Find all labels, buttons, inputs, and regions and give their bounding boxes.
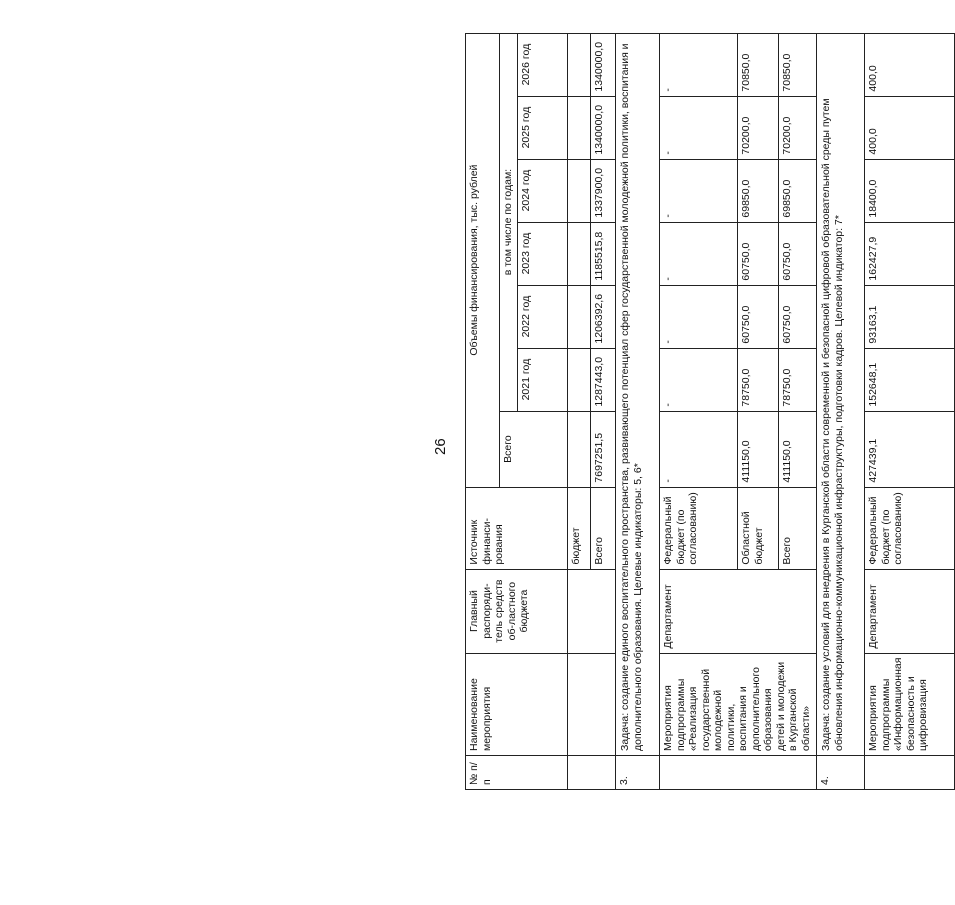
value-cell: 411150,0: [779, 411, 817, 487]
source-cell: Областной бюджет: [738, 487, 779, 569]
header-row: [466, 33, 500, 789]
task-row: [817, 33, 865, 789]
event-manager: Департамент: [660, 569, 817, 653]
value-cell: 60750,0: [779, 285, 817, 348]
col-total-header: Всего: [500, 411, 568, 487]
value-cell: 69850,0: [738, 159, 779, 222]
value-cell: 1340000,0: [591, 96, 616, 159]
value-cell: 1337900,0: [591, 159, 616, 222]
table-row: [865, 33, 955, 789]
value-cell: 60750,0: [738, 222, 779, 285]
table-row: [660, 33, 738, 789]
value-cell: 18400,0: [865, 159, 955, 222]
year-header: 2026 год: [518, 33, 568, 96]
year-header: 2025 год: [518, 96, 568, 159]
value-cell: 70200,0: [738, 96, 779, 159]
value-cell: -: [660, 285, 738, 348]
value-cell: -: [660, 159, 738, 222]
col-by-years-header: в том числе по годам:: [500, 33, 518, 411]
value-cell: 69850,0: [779, 159, 817, 222]
year-header: 2023 год: [518, 222, 568, 285]
value-cell: 411150,0: [738, 411, 779, 487]
page-number: 26: [432, 438, 449, 455]
year-header: 2024 год: [518, 159, 568, 222]
table-row: [568, 33, 591, 789]
task-description: Задача: создание единого воспитательного пространства, развивающего потенциал сфер государственной молодежной политики, воспитания и дополнительного образования. Целевые индикаторы: 5, 6*: [616, 33, 660, 755]
year-header: 2021 год: [518, 348, 568, 411]
value-cell: 70850,0: [779, 33, 817, 96]
source-cell: Федеральный бюджет (по согласованию): [865, 487, 955, 569]
value-cell: 93163,1: [865, 285, 955, 348]
value-cell: 1287443,0: [591, 348, 616, 411]
task-number: 3.: [616, 756, 660, 790]
col-name-header: Наименование мероприятия: [466, 653, 568, 755]
value-cell: 400,0: [865, 33, 955, 96]
value-cell: -: [660, 222, 738, 285]
value-cell: -: [660, 96, 738, 159]
task-row: [616, 33, 660, 789]
col-volumes-header: Объемы финансирования, тыс. рублей: [466, 33, 500, 487]
value-cell: 70200,0: [779, 96, 817, 159]
event-name: Мероприятия подпрограммы «Реализация государственной молодежной политики, воспитания и дополнительного образования детей и молодежи в Курганской области»: [660, 653, 817, 755]
value-cell: 7697251,5: [591, 411, 616, 487]
source-cell: Федеральный бюджет (по согласованию): [660, 487, 738, 569]
value-cell: 60750,0: [779, 222, 817, 285]
value-cell: 152648,1: [865, 348, 955, 411]
value-cell: -: [660, 33, 738, 96]
value-cell: 1185515,8: [591, 222, 616, 285]
value-cell: -: [660, 348, 738, 411]
value-cell: 70850,0: [738, 33, 779, 96]
task-description: Задача: создание условий для внедрения в Курганской области современной и безопасной цифровой образовательной среды путем обновления информационно-коммуникационной инфраструктуры, подготовки кадров. Целевой индикатор: 7*: [817, 33, 865, 755]
value-cell: 1206392,6: [591, 285, 616, 348]
year-header: 2022 год: [518, 285, 568, 348]
financing-table: [465, 33, 955, 790]
col-source-header: Источник финанси-рования: [466, 487, 568, 569]
value-cell: 1340000,0: [591, 33, 616, 96]
task-number: 4.: [817, 756, 865, 790]
col-num-header: № п/п: [466, 756, 568, 790]
event-name: Мероприятия подпрограммы «Информационная безопасность и цифровизация: [865, 653, 955, 755]
value-cell: -: [660, 411, 738, 487]
value-cell: 400,0: [865, 96, 955, 159]
value-cell: 78750,0: [779, 348, 817, 411]
source-cell: Всего: [591, 487, 616, 569]
source-cell: Всего: [779, 487, 817, 569]
value-cell: 162427,9: [865, 222, 955, 285]
value-cell: 78750,0: [738, 348, 779, 411]
source-cell: бюджет: [568, 487, 591, 569]
value-cell: 60750,0: [738, 285, 779, 348]
col-manager-header: Главный распоряди-тель средств об-ластного бюджета: [466, 569, 568, 653]
value-cell: 427439,1: [865, 411, 955, 487]
event-manager: Департамент: [865, 569, 955, 653]
